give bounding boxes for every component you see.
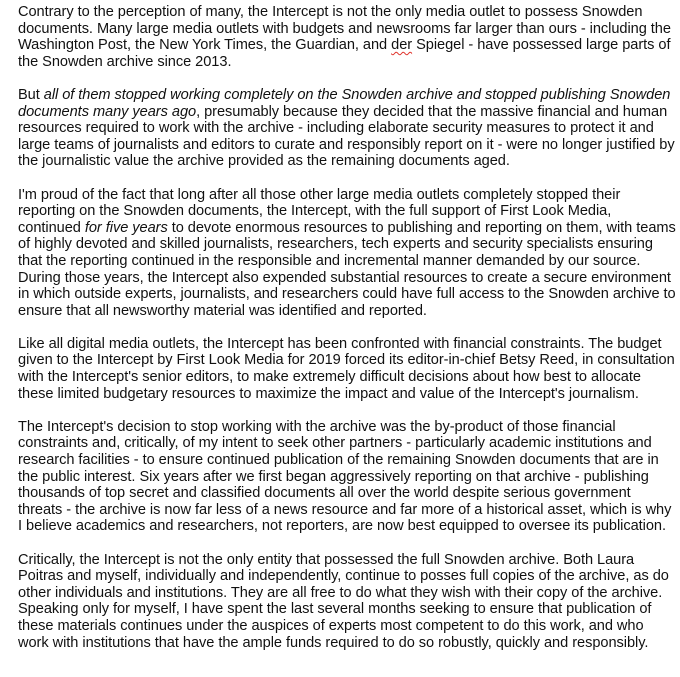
paragraph-1-text-c: Spiegel - have possessed large parts of the Snowden archive since 2013. (18, 37, 671, 70)
paragraph-3-text-a: I'm proud of the fact that long after all those other large media outlets completely stopped their reporting on the Snowden documents, the Intercept, with the full support of First Look Media, continued (18, 186, 621, 236)
paragraph-4: Like all digital media outlets, the Intercept has been confronted with financial constraints. The budget given to the Intercept by First Look Media for 2019 forced its editor-in-chief Betsy Reed, in consultation with the Intercept's senior editors, to make extremely difficult decisions about how best to allocate these limited budgetary resources to maximize the impact and value of the Intercept's journalism. (18, 335, 675, 402)
document-body (18, 4, 678, 668)
paragraph-3 (18, 187, 678, 320)
paragraph-2 (18, 87, 678, 170)
paragraph-2-text-a: But (18, 86, 44, 103)
spellcheck-underlined-word: der (391, 37, 413, 54)
paragraph-1 (18, 4, 678, 70)
paragraph-2-text-c: , presumably because they decided that the massive financial and human resources required to work with the archive - including elaborate security measures to protect it and large teams of journalists and editors to curate and responsibly report on it - were no longer justified by the journalistic value the archive provided as the remaining documents aged. (18, 103, 675, 170)
paragraph-6: Critically, the Intercept is not the only entity that possessed the full Snowden archive. Both Laura Poitras and myself, individually and independently, continue to posses full copies of the archive, as do other individuals and institutions. They are all free to do what they wish with their copy of the archive. Speaking only for myself, I have spent the last several months seeking to ensure that publication of these materials continues under the auspices of experts most competent to do this work, and who work with institutions that have the ample funds required to do so robustly, quickly and responsibly. (18, 551, 669, 651)
paragraph-5: The Intercept's decision to stop working with the archive was the by-product of those financial constraints and, critically, of my intent to seek other partners - particularly academic institutions and research facilities - to ensure continued publication of the remaining Snowden documents that are in the public interest. Six years after we first began aggressively reporting on that archive - publishing thousands of top secret and classified documents all over the world despite serious government threats - the archive is now far less of a news resource and far more of a historical asset, which is why I believe academics and researchers, not reporters, are now best equipped to oversee its publication. (18, 418, 672, 535)
paragraph-3-emphasis: for five years (84, 219, 168, 236)
paragraph-2-emphasis: all of them stopped working completely on the Snowden archive and stopped publishing Snowden documents many years ago (18, 86, 671, 120)
paragraph-1-text-a: Contrary to the perception of many, the Intercept is not the only media outlet to possess Snowden documents. Many large media outlets with budgets and newsrooms far larger than ours - including the Washington Post, the New York Times, the Guardian, and (18, 4, 671, 54)
paragraph-3-text-c: to devote enormous resources to publishing and reporting on them, with teams of highly devoted and skilled journalists, researchers, tech experts and security specialists ensuring that the reporting continued in the responsible and incremental manner demanded by our source. During those years, the Intercept also expended substantial resources to create a secure environment in which outside experts, journalists, and researchers could have full access to the Snowden archive to ensure that all newsworthy material was identified and reported. (18, 219, 676, 319)
